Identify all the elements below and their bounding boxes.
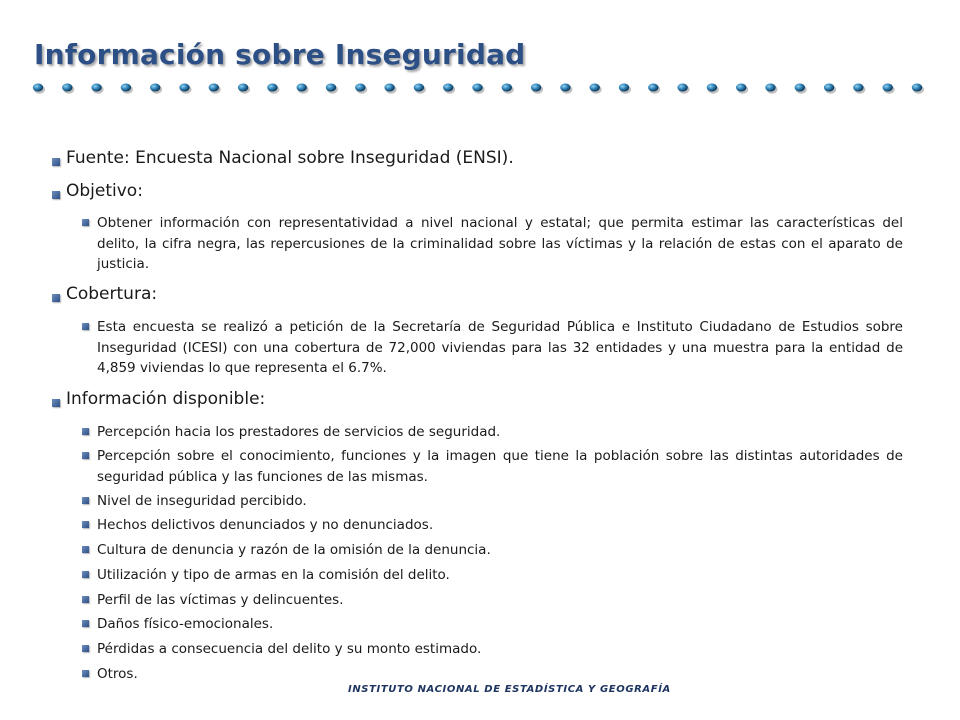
section-objetivo-label: Objetivo: (66, 181, 143, 201)
square-bullet-icon (52, 399, 60, 407)
square-bullet-icon (82, 620, 89, 627)
square-bullet-icon (82, 596, 89, 603)
square-bullet-icon (82, 452, 89, 459)
list-item: Nivel de inseguridad percibido. (97, 493, 307, 509)
list-item: Perfil de las víctimas y delincuentes. (97, 592, 344, 608)
square-bullet-icon (82, 428, 89, 435)
square-bullet-icon (52, 191, 60, 199)
square-bullet-icon (52, 294, 60, 302)
section-informacion-label: Información disponible: (66, 389, 266, 409)
institution-footer: INSTITUTO NACIONAL DE ESTADÍSTICA Y GEOGRAFÍA (348, 684, 671, 695)
square-bullet-icon (82, 521, 89, 528)
cobertura-text: Esta encuesta se realizó a petición de la Secretaría de Seguridad Pública e Instituto Ciudadano de Estudios sobre Inseguridad (ICESI) con una cobertura de 72,000 viviendas para las 32 entidades y una muestra para la entidad de 4,859 viviendas lo que representa el 6.7%. (97, 319, 903, 376)
list-item: Utilización y tipo de armas en la comisión del delito. (97, 567, 450, 583)
square-bullet-icon (82, 497, 89, 504)
square-bullet-icon (82, 670, 89, 677)
list-item: Daños físico-emocionales. (97, 616, 274, 632)
objetivo-text: Obtener información con representatividad a nivel nacional y estatal; que permita estimar las características del delito, la cifra negra, las repercusiones de la criminalidad sobre las víctimas y la relación de estas con el aparato de justicia. (97, 215, 903, 272)
square-bullet-icon (82, 546, 89, 553)
square-bullet-icon (82, 219, 89, 226)
list-item: Percepción hacia los prestadores de servicios de seguridad. (97, 424, 501, 440)
section-cobertura-label: Cobertura: (66, 284, 158, 304)
square-bullet-icon (82, 571, 89, 578)
list-item: Pérdidas a consecuencia del delito y su monto estimado. (97, 641, 482, 657)
list-item: Percepción sobre el conocimiento, funciones y la imagen que tiene la población sobre las distintas autoridades de seguridad pública y las funciones de las mismas. (97, 448, 903, 485)
square-bullet-icon (82, 323, 89, 330)
square-bullet-icon (52, 158, 60, 166)
page-title: Información sobre Inseguridad (34, 38, 526, 71)
square-bullet-icon (82, 645, 89, 652)
list-item: Cultura de denuncia y razón de la omisión de la denuncia. (97, 542, 491, 558)
list-item: Otros. (97, 666, 138, 682)
list-item: Hechos delictivos denunciados y no denunciados. (97, 517, 434, 533)
section-fuente-label: Fuente: Encuesta Nacional sobre Inseguridad (ENSI). (66, 148, 514, 168)
